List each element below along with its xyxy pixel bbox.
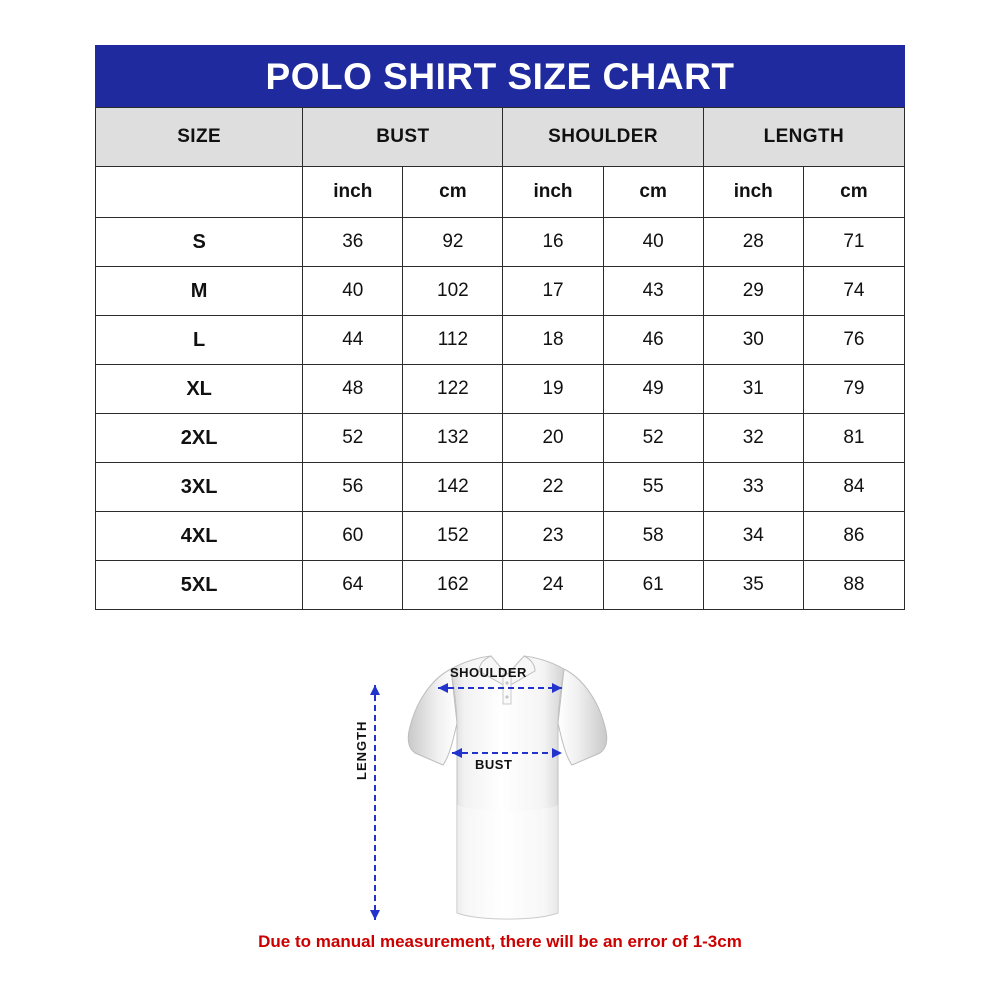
unit-cell-shoulder-inch: inch xyxy=(503,167,603,218)
cell-size: M xyxy=(96,267,303,316)
cell-length-cm: 81 xyxy=(803,414,904,463)
cell-bust-cm: 152 xyxy=(403,512,503,561)
measurement-note: Due to manual measurement, there will be an error of 1-3cm xyxy=(258,932,742,951)
cell-length-inch: 32 xyxy=(703,414,803,463)
cell-shoulder-cm: 55 xyxy=(603,463,703,512)
cell-size: XL xyxy=(96,365,303,414)
shoulder-label: SHOULDER xyxy=(450,665,527,680)
cell-bust-cm: 142 xyxy=(403,463,503,512)
cell-bust-cm: 92 xyxy=(403,218,503,267)
cell-size: S xyxy=(96,218,303,267)
cell-shoulder-inch: 22 xyxy=(503,463,603,512)
cell-shoulder-inch: 20 xyxy=(503,414,603,463)
length-label: LENGTH xyxy=(354,720,369,780)
cell-size: 5XL xyxy=(96,561,303,610)
table-row xyxy=(96,561,905,610)
unit-cell-shoulder-cm: cm xyxy=(603,167,703,218)
cell-bust-cm: 132 xyxy=(403,414,503,463)
cell-bust-cm: 122 xyxy=(403,365,503,414)
table-row xyxy=(96,512,905,561)
cell-size: 3XL xyxy=(96,463,303,512)
table-row xyxy=(96,218,905,267)
table-unit-row xyxy=(96,167,905,218)
cell-bust-inch: 56 xyxy=(303,463,403,512)
cell-length-cm: 76 xyxy=(803,316,904,365)
cell-shoulder-inch: 18 xyxy=(503,316,603,365)
cell-bust-inch: 44 xyxy=(303,316,403,365)
cell-size: 2XL xyxy=(96,414,303,463)
cell-shoulder-inch: 23 xyxy=(503,512,603,561)
cell-bust-cm: 162 xyxy=(403,561,503,610)
cell-length-cm: 86 xyxy=(803,512,904,561)
cell-length-cm: 74 xyxy=(803,267,904,316)
column-header-length: LENGTH xyxy=(703,108,904,167)
cell-shoulder-cm: 58 xyxy=(603,512,703,561)
column-header-bust: BUST xyxy=(303,108,503,167)
cell-shoulder-inch: 19 xyxy=(503,365,603,414)
unit-cell-blank xyxy=(96,167,303,218)
size-chart-table xyxy=(95,107,905,610)
cell-size: L xyxy=(96,316,303,365)
cell-length-cm: 79 xyxy=(803,365,904,414)
cell-length-cm: 84 xyxy=(803,463,904,512)
column-header-shoulder: SHOULDER xyxy=(503,108,703,167)
unit-cell-length-cm: cm xyxy=(803,167,904,218)
cell-length-inch: 33 xyxy=(703,463,803,512)
cell-size: 4XL xyxy=(96,512,303,561)
cell-shoulder-cm: 61 xyxy=(603,561,703,610)
cell-bust-inch: 52 xyxy=(303,414,403,463)
bust-label: BUST xyxy=(475,757,513,772)
cell-length-inch: 30 xyxy=(703,316,803,365)
page-title: POLO SHIRT SIZE CHART xyxy=(95,45,905,107)
table-row xyxy=(96,414,905,463)
cell-bust-inch: 40 xyxy=(303,267,403,316)
cell-length-inch: 28 xyxy=(703,218,803,267)
cell-length-inch: 34 xyxy=(703,512,803,561)
cell-bust-cm: 102 xyxy=(403,267,503,316)
cell-shoulder-inch: 24 xyxy=(503,561,603,610)
cell-bust-inch: 64 xyxy=(303,561,403,610)
cell-length-cm: 71 xyxy=(803,218,904,267)
cell-bust-inch: 48 xyxy=(303,365,403,414)
cell-shoulder-inch: 16 xyxy=(503,218,603,267)
cell-shoulder-cm: 49 xyxy=(603,365,703,414)
unit-cell-length-inch: inch xyxy=(703,167,803,218)
table-group-header-row xyxy=(96,108,905,167)
cell-shoulder-cm: 52 xyxy=(603,414,703,463)
cell-bust-cm: 112 xyxy=(403,316,503,365)
cell-length-cm: 88 xyxy=(803,561,904,610)
table-row xyxy=(96,463,905,512)
table-row xyxy=(96,365,905,414)
cell-length-inch: 29 xyxy=(703,267,803,316)
unit-cell-bust-inch: inch xyxy=(303,167,403,218)
column-header-size: SIZE xyxy=(96,108,303,167)
table-row xyxy=(96,267,905,316)
cell-bust-inch: 36 xyxy=(303,218,403,267)
cell-shoulder-cm: 40 xyxy=(603,218,703,267)
size-chart xyxy=(95,45,905,610)
cell-length-inch: 35 xyxy=(703,561,803,610)
table-row xyxy=(96,316,905,365)
cell-length-inch: 31 xyxy=(703,365,803,414)
measurement-illustration xyxy=(340,635,670,925)
cell-shoulder-cm: 43 xyxy=(603,267,703,316)
cell-shoulder-cm: 46 xyxy=(603,316,703,365)
cell-shoulder-inch: 17 xyxy=(503,267,603,316)
unit-cell-bust-cm: cm xyxy=(403,167,503,218)
cell-bust-inch: 60 xyxy=(303,512,403,561)
